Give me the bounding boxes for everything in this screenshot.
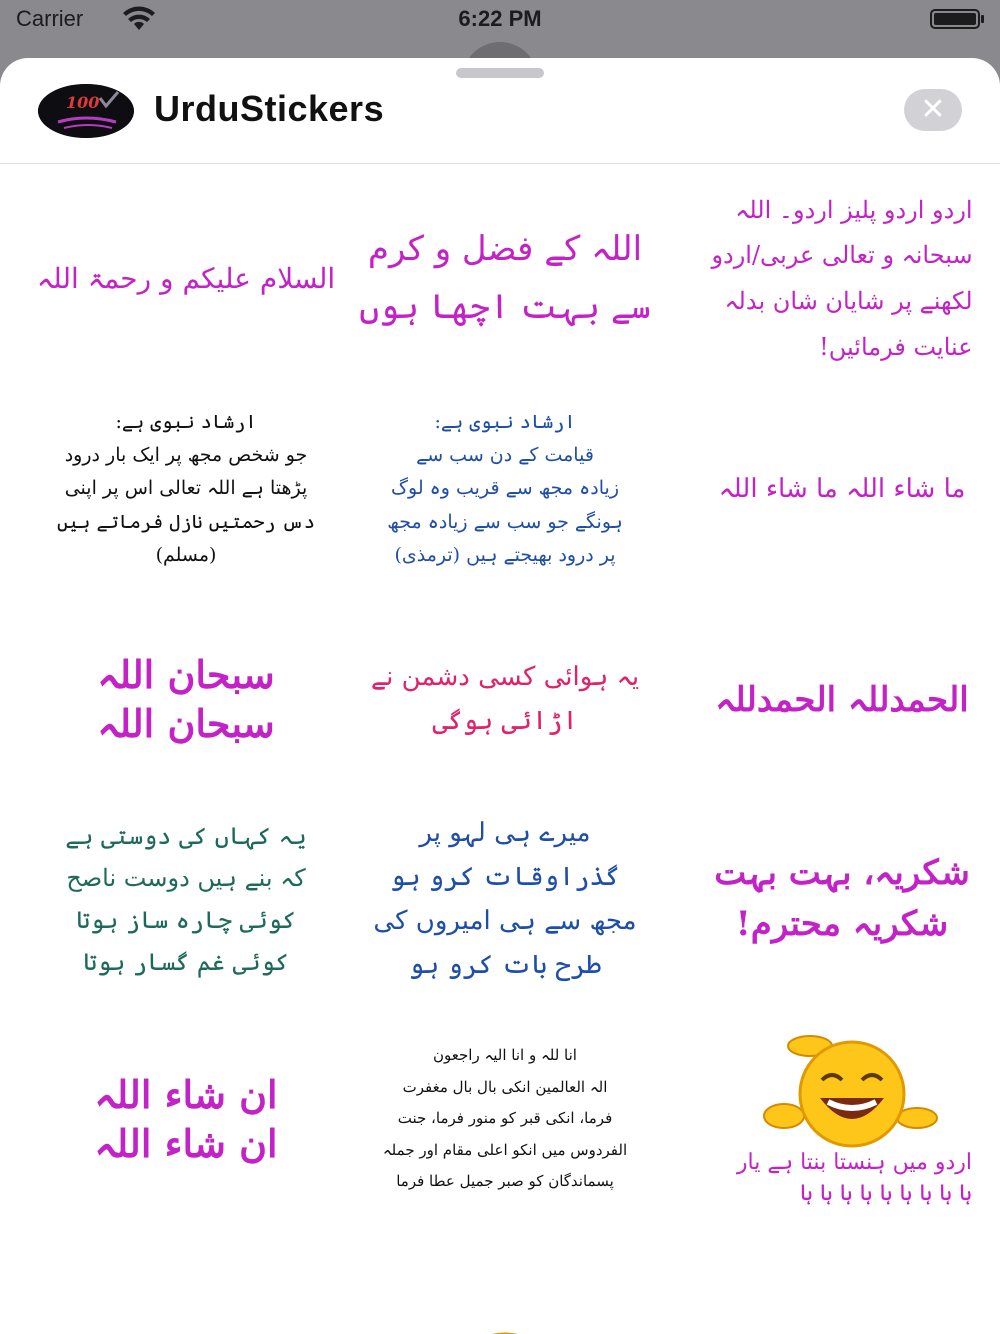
sticker-alhamdulillah[interactable] (682, 594, 1000, 804)
sticker-text: یہ ہوائی کسی دشمن نے اڑائی ہوگی (370, 661, 640, 736)
carrier-label: Carrier (16, 6, 84, 31)
sheet-header (0, 58, 1000, 164)
sticker-shukriya[interactable] (682, 794, 1000, 1004)
app-title: UrduStickers (154, 88, 385, 129)
sticker-text: اللہ کے فضل و کرم سے بہت اچھا ہوں (359, 229, 651, 327)
sticker-laughing-pointing[interactable] (345, 1224, 665, 1334)
battery-icon (930, 9, 986, 29)
sticker-text: السلام علیکم و رحمۃ اللہ (36, 262, 336, 296)
sticker-irshad-tirmizi[interactable] (345, 384, 665, 594)
close-button[interactable] (904, 89, 962, 131)
sticker-subhanallah[interactable] (26, 594, 346, 804)
sticker-lahu-poem[interactable] (345, 794, 665, 1004)
sticker-irshad-muslim[interactable] (26, 384, 346, 594)
sticker-hawai-dushman[interactable] (345, 594, 665, 804)
sticker-text: اردو اردو پلیز اردو۔ اللہ سبحانہ و تعالی عربی/اردو لکھنے پر شایان شان بدلہ عنایت فرمائیں! (711, 195, 973, 361)
app-icon-text: 100 (66, 93, 100, 112)
laughing-pointing-emoji-icon (425, 1330, 585, 1334)
sticker-text: انا للہ و انا الیہ راجعون الہ العالمین انکی بال بال مغفرت فرما، انکی قبر کو منور فرما، جنت الفردوس میں انکو اعلی مقام اور جملہ پسماندگان کو صبر جمیل عطا فرما (382, 1046, 628, 1191)
sticker-assalam[interactable] (26, 174, 346, 384)
status-time: 6:22 PM (458, 6, 542, 31)
sticker-text: ان شاء اللہ ان شاء اللہ (94, 1071, 278, 1166)
laughing-emoji-icon (742, 1028, 942, 1148)
sticker-text: اردو میں ہنستا بنتا ہے یار ہا ہا ہا ہا ہا ہا ہا ہا ہا (736, 1150, 972, 1206)
sticker-text: میرے ہی لہو پر گذراوقات کرو ہو مجھ سے ہی امیروں کی طرح بات کرو ہو (373, 817, 637, 981)
sticker-text: الحمدللہ الحمدللہ (715, 679, 969, 720)
sticker-text: ارشاد نبوی ہے: قیامت کے دن سب سے زیادہ مجھ سے قریب وہ لوگ ہونگے جو سب سے زیادہ مجھ پر درود بھیجتے ہیں (ترمذی) (387, 410, 623, 566)
status-bar (0, 0, 1000, 40)
sticker-text: ما شاء اللہ ما شاء اللہ (718, 474, 966, 504)
sticker-mashallah[interactable] (682, 384, 1000, 594)
sticker-hansna-laughing[interactable] (682, 1014, 1000, 1224)
sticker-urdu-please[interactable] (682, 174, 1000, 384)
sticker-text: ارشاد نبوی ہے: جو شخص مجھ پر ایک بار درود پڑھتا ہے اللہ تعالی اس پر اپنی دس رحمتیں نازل فرماتے ہیں (مسلم) (57, 410, 315, 566)
sticker-fazl-o-karam[interactable] (345, 174, 665, 384)
sticker-grid (0, 164, 1000, 1334)
sticker-inshallah[interactable] (26, 1014, 346, 1224)
sticker-text: یہ کہاں کی دوستی ہے کہ بنے ہیں دوست ناصح کوئی چارہ ساز ہوتا کوئی غم گسار ہوتا (65, 822, 307, 976)
sticker-text: سبحان اللہ سبحان اللہ (97, 651, 275, 746)
sticker-cool-emoji[interactable] (26, 1224, 346, 1334)
close-icon: ✕ (920, 92, 946, 127)
app-icon (38, 84, 134, 138)
sticker-sheet (0, 58, 1000, 1334)
sticker-dosti-poem[interactable] (26, 794, 346, 1004)
sticker-inna-lillah[interactable] (345, 1014, 665, 1224)
sticker-text: شکریہ، بہت بہت شکریہ محترم! (714, 853, 970, 944)
